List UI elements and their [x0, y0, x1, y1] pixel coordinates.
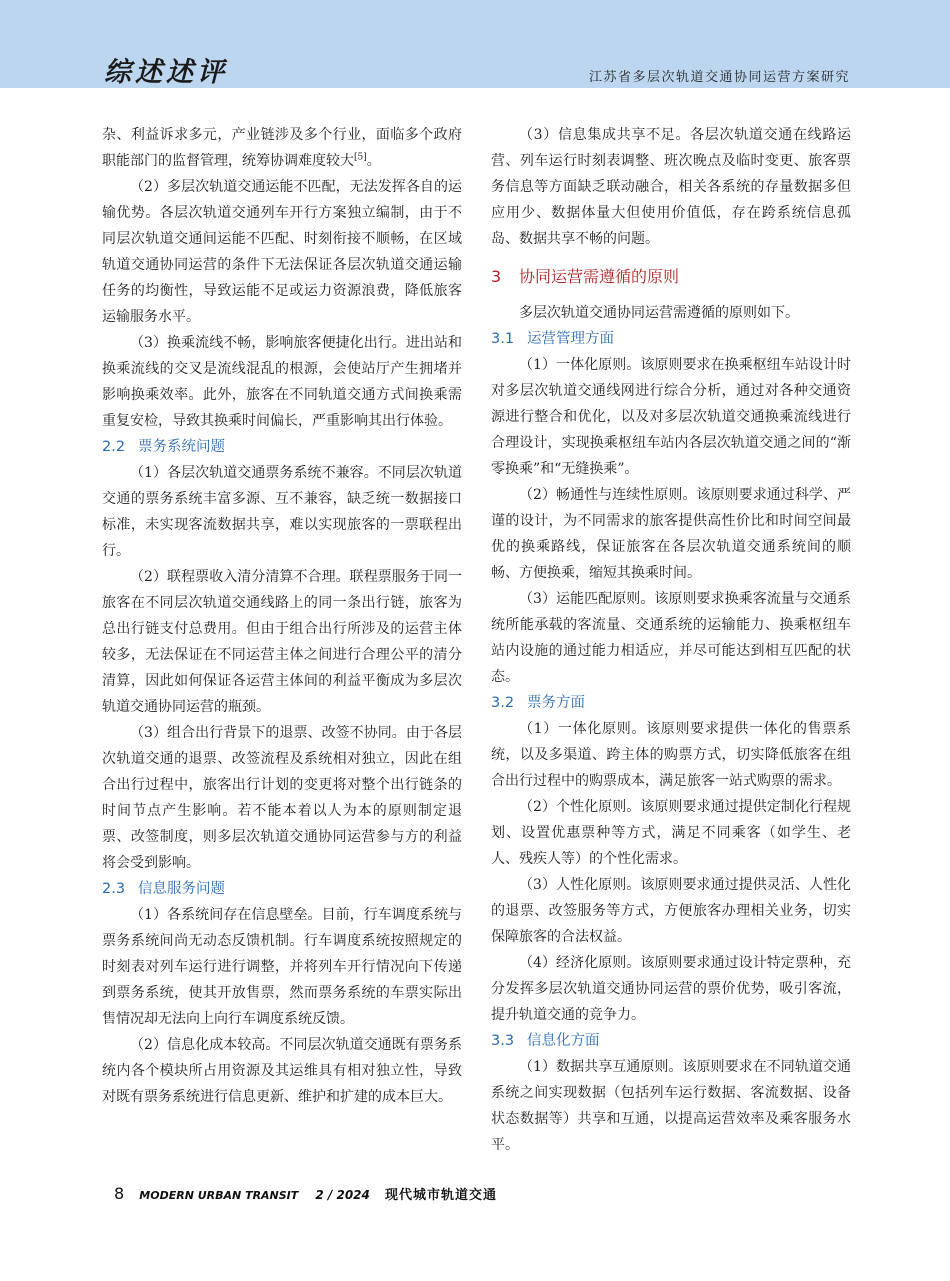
journal-name-en: MODERN URBAN TRANSIT: [139, 1189, 299, 1202]
citation-ref: [5]: [354, 152, 367, 163]
paragraph: （1）各层次轨道交通票务系统不兼容。不同层次轨道交通的票务系统丰富多源、互不兼容，缺乏统一数据接口标准，未实现客流数据共享，难以实现旅客的一票联程出行。: [102, 465, 462, 559]
issue-number: 2 / 2024: [315, 1188, 370, 1202]
paragraph: （2）畅通性与连续性原则。该原则要求通过科学、严谨的设计，为不同需求的旅客提供高性价比和时间空间最优的换乘路线，保证旅客在各层次轨道交通系统间的顺畅、方便换乘，缩短其换乘时间。: [491, 487, 851, 581]
paragraph: （3）组合出行背景下的退票、改签不协同。由于各层次轨道交通的退票、改签流程及系统相对独立，因此在组合出行过程中，旅客出行计划的变更将对整个出行链条的时间节点产生影响。若不能本着以人为本的原则制定退票、改签制度，则多层次轨道交通协同运营参与方的利益将会受到影响。: [102, 725, 462, 871]
subsection-heading-3-2: [491, 690, 851, 716]
subsection-heading-2-2: [102, 434, 462, 460]
subsection-number: 3.1: [491, 331, 515, 347]
paragraph: （4）经济化原则。该原则要求通过设计特定票种，充分发挥多层次轨道交通协同运营的票价优势，吸引客流，提升轨道交通的竞争力。: [491, 955, 851, 1023]
paragraph-text: 杂、利益诉求多元，产业链涉及多个行业，面临多个政府职能部门的监督管理，统筹协调难度较大: [102, 127, 462, 169]
subsection-title: 票务方面: [527, 695, 585, 711]
paragraph-end: 。: [366, 153, 381, 169]
paragraph: （3）人性化原则。该原则要求通过提供灵活、人性化的退票、改签服务等方式，方便旅客办理相关业务，切实保障旅客的合法权益。: [491, 877, 851, 945]
paragraph: （2）多层次轨道交通运能不匹配，无法发挥各自的运输优势。各层次轨道交通列车开行方案独立编制，由于不同层次轨道交通间运能不匹配、时刻衔接不顺畅，在区域轨道交通协同运营的条件下无法保证各层次轨道交通运输任务的均衡性，导致运能不足或运力资源浪费，降低旅客运输服务水平。: [102, 179, 462, 325]
section-title: 协同运营需遵循的原则: [519, 267, 680, 286]
right-column: [491, 122, 851, 1158]
paragraph: （1）一体化原则。该原则要求提供一体化的售票系统，以及多渠道、跨主体的购票方式，切实降低旅客在组合出行过程中的购票成本，满足旅客一站式购票的需求。: [491, 721, 851, 789]
subsection-heading-3-1: [491, 326, 851, 352]
subsection-number: 3.2: [491, 695, 515, 711]
journal-name-cn: 现代城市轨道交通: [384, 1188, 497, 1203]
subsection-heading-3-3: [491, 1028, 851, 1054]
subsection-number: 2.2: [102, 439, 126, 455]
subsection-title: 信息服务问题: [138, 881, 225, 897]
subsection-number: 3.3: [491, 1033, 515, 1049]
page-header: [0, 0, 950, 88]
section-heading-3: [491, 264, 851, 290]
page-footer: [114, 1184, 497, 1203]
subsection-number: 2.3: [102, 881, 126, 897]
page-number: 8: [114, 1184, 125, 1203]
subsection-title: 票务系统问题: [138, 439, 225, 455]
paragraph: [102, 122, 462, 174]
paragraph: （1）数据共享互通原则。该原则要求在不同轨道交通系统之间实现数据（包括列车运行数据、客流数据、设备状态数据等）共享和互通，以提高运营效率及乘客服务水平。: [491, 1059, 851, 1153]
paragraph: 多层次轨道交通协同运营需遵循的原则如下。: [519, 305, 799, 321]
subsection-title: 信息化方面: [527, 1033, 600, 1049]
paragraph: （1）各系统间存在信息壁垒。目前，行车调度系统与票务系统间尚无动态反馈机制。行车调度系统按照规定的时刻表对列车运行进行调整，并将列车开行情况向下传递到票务系统，使其开放售票，然而票务系统的车票实际出售情况却无法向上向行车调度系统反馈。: [102, 907, 462, 1027]
column-title: 综述述评: [104, 57, 228, 88]
paragraph: （2）联程票收入清分清算不合理。联程票服务于同一旅客在不同层次轨道交通线路上的同一条出行链，旅客为总出行链支付总费用。但由于组合出行所涉及的运营主体较多，无法保证在不同运营主体之间进行合理公平的清分清算，因此如何保证各运营主体间的利益平衡成为多层次轨道交通协同运营的瓶颈。: [102, 569, 462, 715]
paragraph: （2）信息化成本较高。不同层次轨道交通既有票务系统内各个模块所占用资源及其运维具有相对独立性，导致对既有票务系统进行信息更新、维护和扩建的成本巨大。: [102, 1037, 462, 1105]
left-column: [102, 122, 462, 1110]
subsection-heading-2-3: [102, 876, 462, 902]
paragraph: （3）换乘流线不畅，影响旅客便捷化出行。进出站和换乘流线的交叉是流线混乱的根源，会使站厅产生拥堵并影响换乘效率。此外，旅客在不同轨道交通方式间换乘需重复安检，导致其换乘时间偏长，严重影响其出行体验。: [102, 335, 462, 429]
paragraph: （3）信息集成共享不足。各层次轨道交通在线路运营、列车运行时刻表调整、班次晚点及临时变更、旅客票务信息等方面缺乏联动融合，相关各系统的存量数据多但应用少、数据体量大但使用价值低，存在跨系统信息孤岛、数据共享不畅的问题。: [491, 127, 851, 247]
paragraph: （3）运能匹配原则。该原则要求换乘客流量与交通系统所能承载的客流量、交通系统的运输能力、换乘枢纽车站内设施的通过能力相适应，并尽可能达到相互匹配的状态。: [491, 591, 851, 685]
article-running-title: 江苏省多层次轨道交通协同运营方案研究: [588, 70, 850, 85]
section-number: 3: [491, 267, 502, 286]
paragraph: （1）一体化原则。该原则要求在换乘枢纽车站设计时对多层次轨道交通线网进行综合分析，通过对各种交通资源进行整合和优化，以及对多层次轨道交通换乘流线进行合理设计，实现换乘枢纽车站内各层次轨道交通之间的“渐零换乘”和“无缝换乘”。: [491, 357, 851, 477]
paragraph: （2）个性化原则。该原则要求通过提供定制化行程规划、设置优惠票种等方式，满足不同乘客（如学生、老人、残疾人等）的个性化需求。: [491, 799, 851, 867]
subsection-title: 运营管理方面: [527, 331, 614, 347]
